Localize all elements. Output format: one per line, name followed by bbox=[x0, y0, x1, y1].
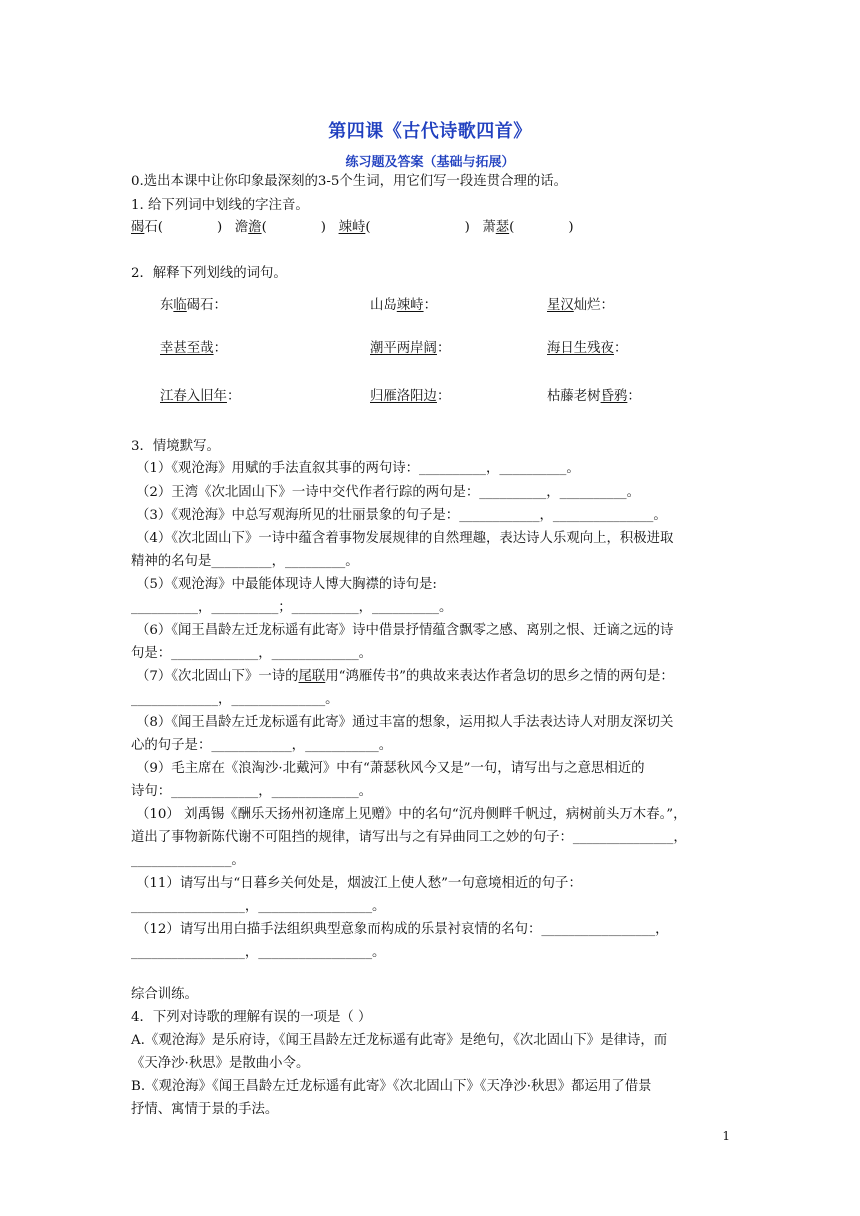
q3-line: _________________，_________________。 bbox=[131, 945, 386, 960]
q3-line: _________________，_________________。 bbox=[131, 899, 386, 914]
q4-option-line: 抒情、寓情于景的手法。 bbox=[131, 1102, 279, 1117]
pinyin-item-1: 碣石( ) bbox=[131, 220, 223, 235]
q3-line: （12）请写出用白描手法组织典型意象而构成的乐景衬哀情的名句：_________________， bbox=[136, 922, 669, 937]
question-3-prompt: 3．情境默写。 bbox=[131, 439, 220, 454]
pinyin-item-3: 竦峙( ) bbox=[338, 220, 470, 235]
explain-item: 潮平两岸阔： bbox=[370, 341, 451, 356]
q3-line: （6）《闻王昌龄左迁龙标遥有此寄》诗中借景抒情蕴含飘零之感、离别之恨、迁谪之远的诗 bbox=[136, 623, 674, 638]
explain-item: 枯藤老树昏鸦： bbox=[547, 389, 641, 404]
q3-line: 精神的名句是_________，_________。 bbox=[131, 554, 359, 569]
q4-option-line: A.《观沧海》是乐府诗，《闻王昌龄左迁龙标遥有此寄》是绝句，《次北固山下》是律诗，而 bbox=[131, 1033, 668, 1048]
question-1-items bbox=[131, 218, 574, 238]
q3-line: （9）毛主席在《浪淘沙·北戴河》中有“萧瑟秋风今又是”一句，请写出与之意思相近的 bbox=[136, 761, 645, 776]
q3-line: 道出了事物新陈代谢不可阻挡的规律，请写出与之有异曲同工之妙的句子：_______________， bbox=[131, 830, 687, 845]
q3-line: __________，__________；__________，__________。 bbox=[131, 600, 453, 615]
question-1-prompt: 1. 给下列词中划线的字注音。 bbox=[131, 198, 309, 213]
question-4-prompt: 4．下列对诗歌的理解有误的一项是（ ） bbox=[131, 1010, 372, 1025]
page-subtitle: 练习题及答案（基础与拓展） bbox=[345, 155, 515, 170]
explain-item: 江春入旧年： bbox=[160, 389, 241, 404]
q3-line: （2）王湾《次北固山下》一诗中交代作者行踪的两句是：__________，__________。 bbox=[136, 485, 640, 500]
page-title: 第四课《古代诗歌四首》 bbox=[328, 121, 532, 142]
q3-line: 句是：_____________，_____________。 bbox=[131, 646, 373, 661]
q3-line: 诗句：_____________，_____________。 bbox=[131, 784, 373, 799]
explain-item: 海日生残夜： bbox=[547, 341, 628, 356]
q3-line: （1）《观沧海》用赋的手法直叙其事的两句诗：__________，__________。 bbox=[136, 461, 580, 476]
q3-line: （11）请写出与“日暮乡关何处是，烟波江上使人愁”一句意境相近的句子： bbox=[136, 876, 582, 891]
pinyin-item-4: 萧瑟( ) bbox=[482, 220, 574, 235]
q3-line: （3）《观沧海》中总写观海所见的壮丽景象的句子是：____________，_______________。 bbox=[136, 508, 667, 523]
section-heading: 综合训练。 bbox=[131, 987, 198, 1002]
q3-line: （10） 刘禹锡《酬乐天扬州初逢席上见赠》中的名句“沉舟侧畔千帆过，病树前头万木春。”， bbox=[136, 807, 687, 822]
explain-item: 归雁洛阳边： bbox=[370, 389, 451, 404]
q4-option-line: B.《观沧海》《闻王昌龄左迁龙标遥有此寄》《次北固山下》《天净沙·秋思》都运用了借景 bbox=[131, 1079, 652, 1094]
q3-line: （5）《观沧海》中最能体现诗人博大胸襟的诗句是: bbox=[136, 577, 437, 592]
question-2-prompt: 2．解释下列划线的词句。 bbox=[131, 266, 287, 281]
q3-line: _______________。 bbox=[131, 853, 245, 868]
q3-line: _____________，______________。 bbox=[131, 692, 339, 707]
q3-line: （7）《次北固山下》一诗的尾联用“鸿雁传书”的典故来表达作者急切的思乡之情的两句是： bbox=[136, 669, 674, 684]
q3-line: （4）《次北固山下》一诗中蕴含着事物发展规律的自然理趣，表达诗人乐观向上，积极进取 bbox=[136, 531, 674, 546]
explain-item: 幸甚至哉： bbox=[160, 341, 227, 356]
page-number: 1 bbox=[722, 1129, 730, 1143]
q4-option-line: 《天净沙·秋思》是散曲小令。 bbox=[131, 1056, 310, 1071]
question-0: 0.选出本课中让你印象最深刻的3-5个生词，用它们写一段连贯合理的话。 bbox=[131, 174, 568, 189]
explain-item: 星汉灿烂： bbox=[547, 298, 614, 313]
q3-line: 心的句子是：____________，___________。 bbox=[131, 738, 393, 753]
explain-item: 山岛竦峙： bbox=[370, 298, 437, 313]
pinyin-item-2: 澹澹( ) bbox=[234, 220, 327, 235]
q3-line: （8）《闻王昌龄左迁龙标遥有此寄》通过丰富的想象，运用拟人手法表达诗人对朋友深切关 bbox=[136, 715, 674, 730]
explain-item: 东临碣石： bbox=[160, 298, 227, 313]
